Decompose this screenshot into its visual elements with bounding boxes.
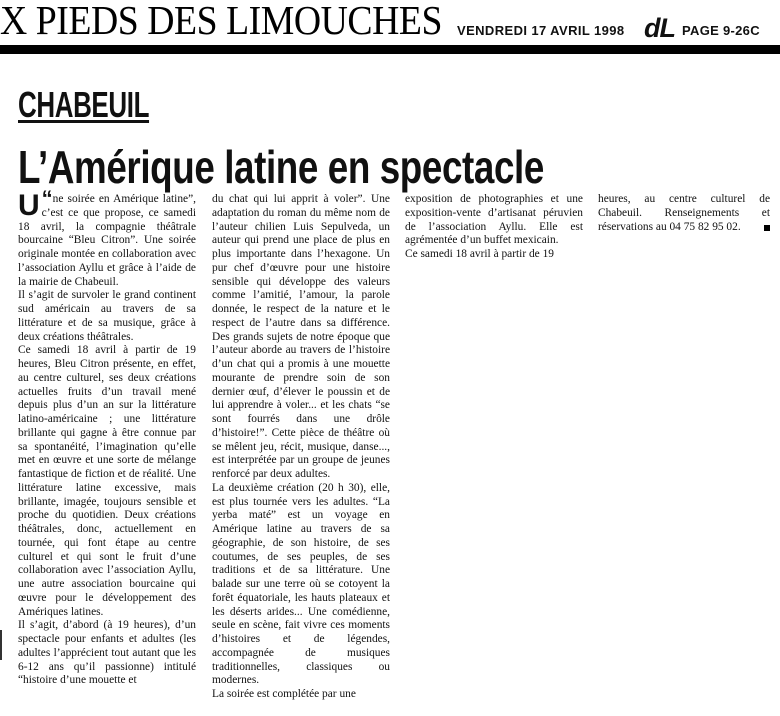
article-paragraph: Il s’agit de survoler le grand continent sud américain au travers de sa littérature et de sa musique, grâce à deux créations théâtrales. [18, 289, 196, 343]
section-title: CHABEUIL [18, 84, 150, 125]
article-paragraph: Ce samedi 18 avril à partir de 19 [405, 248, 554, 260]
article-paragraph: Il s’agit, d’abord (à 19 heures), d’un spectacle pour enfants et adultes (les adultes l’apprécient tout autant que les 6-12 ans qu’il passionne) intitulé “histoire d’une mouette et [18, 619, 196, 687]
article-lead-paragraph [18, 186, 196, 289]
newspaper-logo: dL [644, 13, 675, 43]
drop-cap: U [18, 189, 40, 222]
masthead [0, 0, 780, 44]
article-column-1 [18, 186, 196, 688]
article-paragraph: La soirée est complétée par une [212, 688, 356, 700]
page-edge-mark [0, 630, 2, 660]
opening-quote-mark: “ [41, 186, 53, 211]
article-column-3 [405, 193, 583, 262]
article-paragraph: Ce samedi 18 avril à partir de 19 heures, Bleu Citron présente, en effet, au centre culturel, ses deux créations actuelles fruits d’un travail mené depuis plus d’un an sur la littérature latino-américaine ; une littérature brillante qui gagne à être connue par sa spontanéité, l’imagination qu’elle met en œuvre et une sorte de mélange fantastique de fiction et de réalité. Une littérature latine excessive, mais brillante, imagée, toujours sensible et proche du quotidien. Deux créations théâtrales, donc, actuellement en tournée, qui font étape au centre culturel et qui sont le fruit d’une collaboration avec l’association Ayllu, une autre association bourcaine qui œuvre pour le développement des Amériques latines. [18, 344, 196, 618]
article-paragraph: exposition de photographies et une exposition-vente d’artisanat péruvien de l’association Ayllu. Elle est agrémentée d’un buffet mexicain. [405, 193, 583, 247]
article-paragraph: du chat qui lui apprit à voler”. Une adaptation du roman du même nom de l’auteur chilien Luis Sepulveda, un auteur qui prend une place de plus en plus importante dans l’hexagone. Un pur chef d’œuvre pour une histoire sensible qui développe des valeurs comme l’amitié, l’amour, la parole donnée, le respect de la nature et le respect de l’autre dans sa différence. Des grands sujets de notre époque que l’auteur aborde au travers de l’histoire d’un chat qui a promis à une mouette mourante de prendre soin de son dernier œuf, d’élever le poussin et de lui apprendre à voler... et les chats “se sont fourrés dans une drôle d’histoire!”. Cette pièce de théâtre où se mêlent jeu, récit, musique, danse..., est interprétée par un groupe de jeunes renforcé par deux adultes. [212, 193, 390, 480]
article-column-4 [598, 193, 770, 234]
paragraph-text: heures, au centre culturel de Chabeuil. Renseignements et réservations au 04 75 82 95 02. [598, 193, 770, 233]
article-paragraph: La deuxième création (20 h 30), elle, est plus tournée vers les adultes. “La yerba maté” est un voyage en Amérique latine au travers de sa géographie, de son histoire, de ses coutumes, de ses peuples, de ses traditions et de sa littérature. Une balade sur une terre où se cotoyent la forêt équatoriale, les hauts plateaux et les déserts arides... Une comédienne, seule en scène, fait vivre ces moments d’histoires et de légendes, accompagnée de musiques traditionnelles, classiques ou modernes. [212, 481, 390, 687]
paragraph-text: ne soirée en Amérique latine”, c’est ce que propose, ce samedi 18 avril, la compagnie théâtrale bourcaine “Bleu Citron”. Une soirée originale montée en collaboration avec l’association Ayllu et grâce à l’aide de la mairie de Chabeuil. [18, 193, 196, 288]
masthead-rule [0, 45, 780, 54]
article-column-2 [212, 193, 390, 702]
end-of-article-mark [764, 225, 770, 231]
article-paragraph [598, 193, 770, 234]
issue-date: VENDREDI 17 AVRIL 1998 [457, 23, 625, 38]
newspaper-title: X PIEDS DES LIMOUCHES [0, 0, 442, 43]
page-number: PAGE 9-26C [682, 23, 760, 38]
article-headline: L’Amérique latine en spectacle [18, 141, 544, 193]
